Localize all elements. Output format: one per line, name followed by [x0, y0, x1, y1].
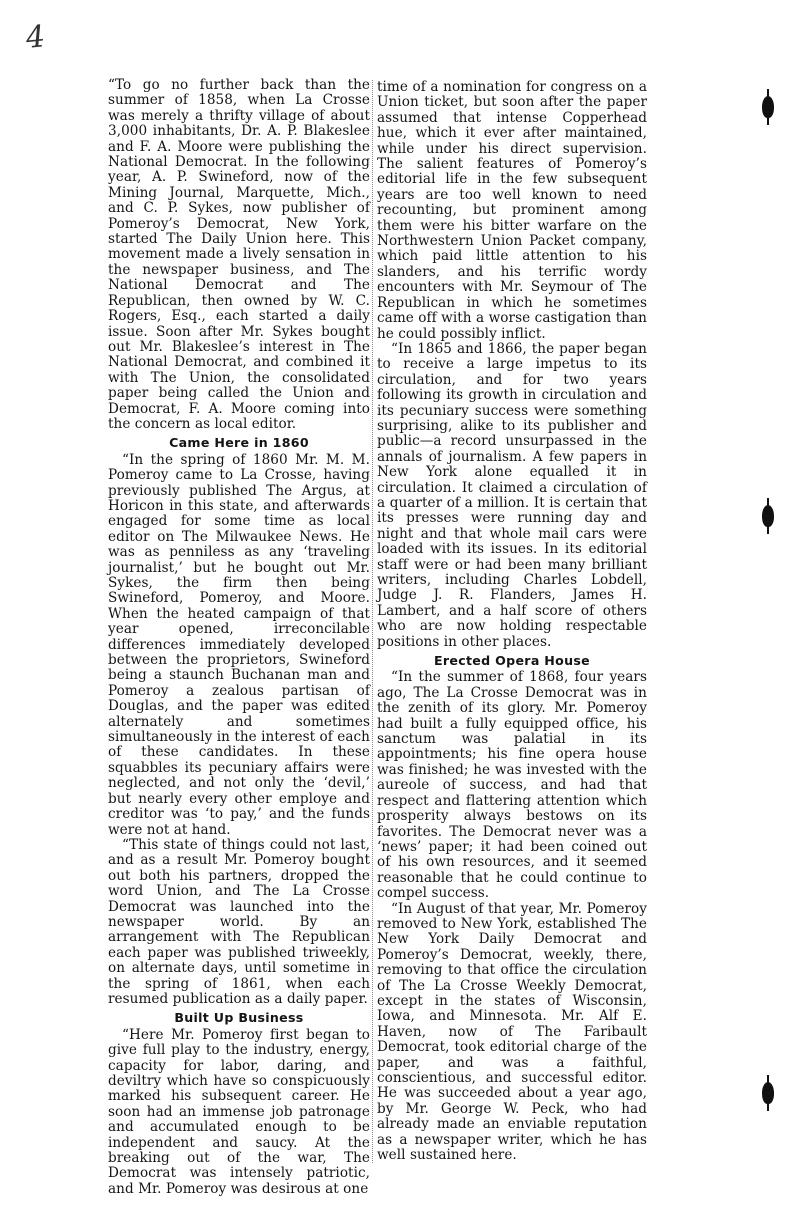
- article-paragraph: time of a nomination for congress on a Union ticket, but soon after the paper assumed that intense Copperhead hue, which it ever after maintained, while under his direct supervision. The salient features of Pomeroy’s editorial life in the few subsequent years are too well known to need recounting, but prominent among them were his bitter warfare on the Northwestern Union Packet company, which paid little attention to his slanders, and his terrific wordy encounters with Mr. Seymour of The Republican in which he sometimes came off with a worse castigation than he could possibly inflict.: [377, 79, 647, 342]
- section-heading: Erected Opera House: [433, 653, 591, 669]
- article-paragraph: “Here Mr. Pomeroy first began to give full play to the industry, energy, capacity for labor, daring, and deviltry which have so conspicuously marked his subsequent career. He soon had an immense job patronage and accumulated enough to be independent and saucy. At the breaking out of the war, The Democrat was intensely patriotic, and Mr. Pomeroy was desirous at one: [108, 1026, 370, 1197]
- article-paragraph: “In 1865 and 1866, the paper began to receive a large impetus to its circulation, and for two years following its growth in circulation and its pecuniary success were something surprising, alike to its publisher and public—a record unsurpassed in the annals of journalism. A few papers in New York alone equalled it in circulation. It claimed a circulation of a quarter of a million. It is certain that its presses were running day and night and that whole mail cars were loaded with its issues. In its editorial staff were or had been many brilliant writers, including Charles Lobdell, Judge J. R. Flanders, James H. Lambert, and a half score of others who are now holding respectable positions in other places.: [377, 340, 647, 650]
- article-paragraph: “In the summer of 1868, four years ago, The La Crosse Democrat was in the zenith of its glory. Mr. Pomeroy had built a fully equipped office, his sanctum was palatial in its appointments; his fine opera house was finished; he was invested with the aureole of success, and had that respect and flattering attention which prosperity always bestows on its favorites. The Democrat never was a ‘news’ paper; it had been coined out of his own resources, and it seemed reasonable that he could continue to compel success.: [377, 669, 647, 902]
- article-paragraph: “In August of that year, Mr. Pomeroy removed to New York, established The New York Daily Democrat and Pomeroy’s Democrat, weekly, there, removing to that office the circulation of The La Crosse Weekly Democrat, except in the states of Wisconsin, Iowa, and Minnesota. Mr. Alf E. Haven, now of The Faribault Democrat, took editorial charge of the paper, and was a faithful, conscientious, and successful editor. He was succeeded about a year ago, by Mr. George W. Peck, who had already made an enviable reputation as a newspaper writer, which he has well sustained here.: [377, 900, 647, 1164]
- article-paragraph: “This state of things could not last, and as a result Mr. Pomeroy bought out both his partners, dropped the word Union, and The La Crosse Democrat was launched into the newspaper world. By an arrangement with The Republican each paper was published triweekly, on alternate days, until sometime in the spring of 1861, when each resumed publication as a daily paper.: [108, 836, 370, 1007]
- page-number: 4: [24, 19, 47, 56]
- section-heading: Built Up Business: [174, 1010, 304, 1026]
- right-column: [372, 80, 647, 1163]
- binding-hole-mark: [762, 1082, 774, 1104]
- left-column: [108, 78, 370, 1197]
- binding-hole-mark: [762, 96, 774, 118]
- article-paragraph: “To go no further back than the summer of 1858, when La Crosse was merely a thrifty village of about 3,000 inhabitants, Dr. A. P. Blakeslee and F. A. Moore were publishing the National Democrat. In the following year, A. P. Swineford, now of the Mining Journal, Marquette, Mich., and C. P. Sykes, now publisher of Pomeroy’s Democrat, New York, started The Daily Union here. This movement made a lively sensation in the newspaper business, and The National Democrat and The Republican, then owned by W. C. Rogers, Esq., each started a daily issue. Soon after Mr. Sykes bought out Mr. Blakeslee’s interest in The National Democrat, and combined it with The Union, the consolidated paper being called the Union and Democrat, F. A. Moore coming into the concern as local editor.: [108, 77, 370, 432]
- binding-hole-mark: [762, 505, 774, 527]
- section-heading: Came Here in 1860: [169, 435, 309, 451]
- article-paragraph: “In the spring of 1860 Mr. M. M. Pomeroy came to La Crosse, having previously published The Argus, at Horicon in this state, and afterwards engaged for some time as local editor on The Milwaukee News. He was as penniless as any ‘traveling journalist,’ but he bought out Mr. Sykes, the firm then being Swineford, Pomeroy, and Moore. When the heated campaign of that year opened, irreconcilable differences immediately developed between the proprietors, Swineford being a staunch Buchanan man and Pomeroy a zealous partisan of Douglas, and the paper was edited alternately and sometimes simultaneously in the interest of each of these candidates. In these squabbles its pecuniary affairs were neglected, and not only the ‘devil,’ but nearly every other employe and creditor was ‘to pay,’ and the funds were not at hand.: [108, 451, 370, 838]
